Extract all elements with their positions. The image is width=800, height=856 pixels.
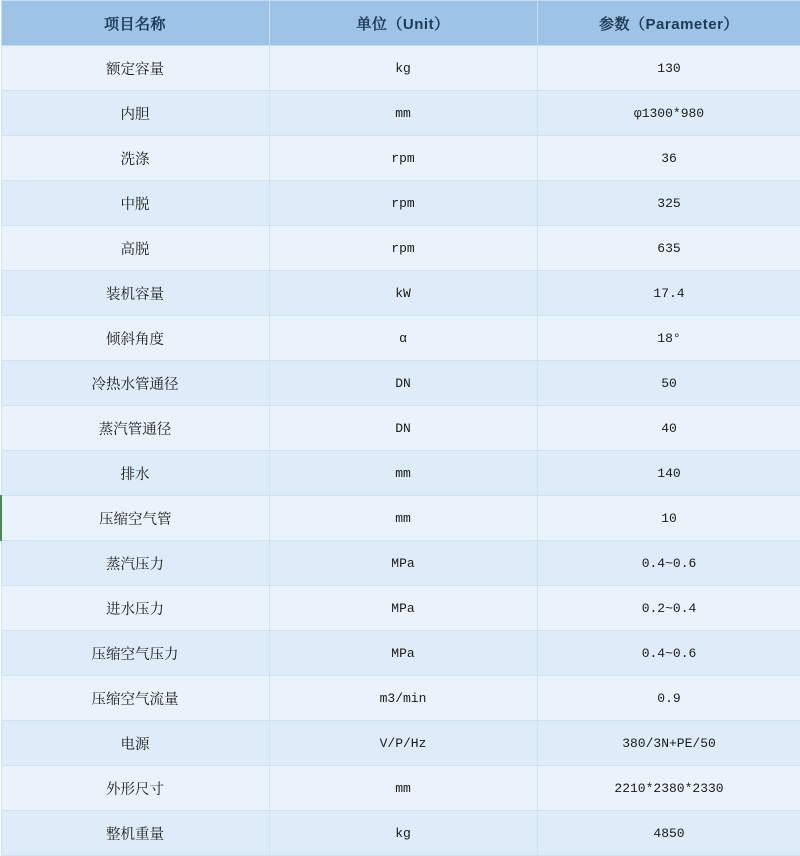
cell-unit: rpm — [269, 226, 537, 271]
cell-unit: mm — [269, 766, 537, 811]
cell-unit: V/P/Hz — [269, 721, 537, 766]
cell-item-name: 外形尺寸 — [1, 766, 269, 811]
cell-parameter: 50 — [537, 361, 800, 406]
cell-item-name: 高脱 — [1, 226, 269, 271]
cell-item-name: 压缩空气压力 — [1, 631, 269, 676]
cell-parameter: 2210*2380*2330 — [537, 766, 800, 811]
table-row — [1, 631, 800, 676]
cell-item-name: 压缩空气管 — [1, 496, 269, 541]
cell-unit: rpm — [269, 136, 537, 181]
cell-unit: kg — [269, 811, 537, 856]
table-row — [1, 676, 800, 721]
cell-item-name: 蒸汽管通径 — [1, 406, 269, 451]
table-row — [1, 316, 800, 361]
cell-parameter: φ1300*980 — [537, 91, 800, 136]
cell-item-name: 排水 — [1, 451, 269, 496]
cell-unit: rpm — [269, 181, 537, 226]
cell-item-name: 内胆 — [1, 91, 269, 136]
cell-item-name: 电源 — [1, 721, 269, 766]
cell-parameter: 17.4 — [537, 271, 800, 316]
cell-parameter: 325 — [537, 181, 800, 226]
column-header-parameter: 参数（Parameter） — [537, 1, 800, 46]
cell-parameter: 635 — [537, 226, 800, 271]
cell-parameter: 380/3N+PE/50 — [537, 721, 800, 766]
table-row — [1, 541, 800, 586]
cell-parameter: 130 — [537, 46, 800, 91]
cell-parameter: 140 — [537, 451, 800, 496]
table-row — [1, 91, 800, 136]
cell-unit: kW — [269, 271, 537, 316]
table-row — [1, 271, 800, 316]
cell-parameter: 0.4~0.6 — [537, 541, 800, 586]
cell-unit: α — [269, 316, 537, 361]
cell-parameter: 0.4~0.6 — [537, 631, 800, 676]
cell-parameter: 18° — [537, 316, 800, 361]
cell-item-name: 蒸汽压力 — [1, 541, 269, 586]
table-row — [1, 811, 800, 856]
table-row — [1, 496, 800, 541]
table-row — [1, 226, 800, 271]
cell-unit: DN — [269, 406, 537, 451]
cell-item-name: 装机容量 — [1, 271, 269, 316]
cell-item-name: 额定容量 — [1, 46, 269, 91]
cell-unit: MPa — [269, 541, 537, 586]
cell-parameter: 0.2~0.4 — [537, 586, 800, 631]
table-row — [1, 721, 800, 766]
cell-parameter: 0.9 — [537, 676, 800, 721]
column-header-unit: 单位（Unit） — [269, 1, 537, 46]
cell-parameter: 36 — [537, 136, 800, 181]
cell-item-name: 进水压力 — [1, 586, 269, 631]
cell-item-name: 倾斜角度 — [1, 316, 269, 361]
cell-unit: mm — [269, 451, 537, 496]
table-row — [1, 361, 800, 406]
cell-parameter: 40 — [537, 406, 800, 451]
cell-item-name: 冷热水管通径 — [1, 361, 269, 406]
cell-unit: kg — [269, 46, 537, 91]
cell-parameter: 4850 — [537, 811, 800, 856]
table-row — [1, 586, 800, 631]
column-header-name: 项目名称 — [1, 1, 269, 46]
table-header-row — [1, 1, 800, 46]
cell-item-name: 整机重量 — [1, 811, 269, 856]
cell-unit: mm — [269, 91, 537, 136]
cell-item-name: 压缩空气流量 — [1, 676, 269, 721]
table-row — [1, 406, 800, 451]
cell-parameter: 10 — [537, 496, 800, 541]
table-row — [1, 181, 800, 226]
table-body — [1, 46, 800, 856]
cell-unit: MPa — [269, 631, 537, 676]
table-header — [1, 1, 800, 46]
cell-unit: mm — [269, 496, 537, 541]
table-row — [1, 136, 800, 181]
table-row — [1, 46, 800, 91]
cell-unit: MPa — [269, 586, 537, 631]
cell-unit: DN — [269, 361, 537, 406]
cell-item-name: 洗涤 — [1, 136, 269, 181]
cell-unit: m3/min — [269, 676, 537, 721]
table-row — [1, 451, 800, 496]
table-row — [1, 766, 800, 811]
cell-item-name: 中脱 — [1, 181, 269, 226]
